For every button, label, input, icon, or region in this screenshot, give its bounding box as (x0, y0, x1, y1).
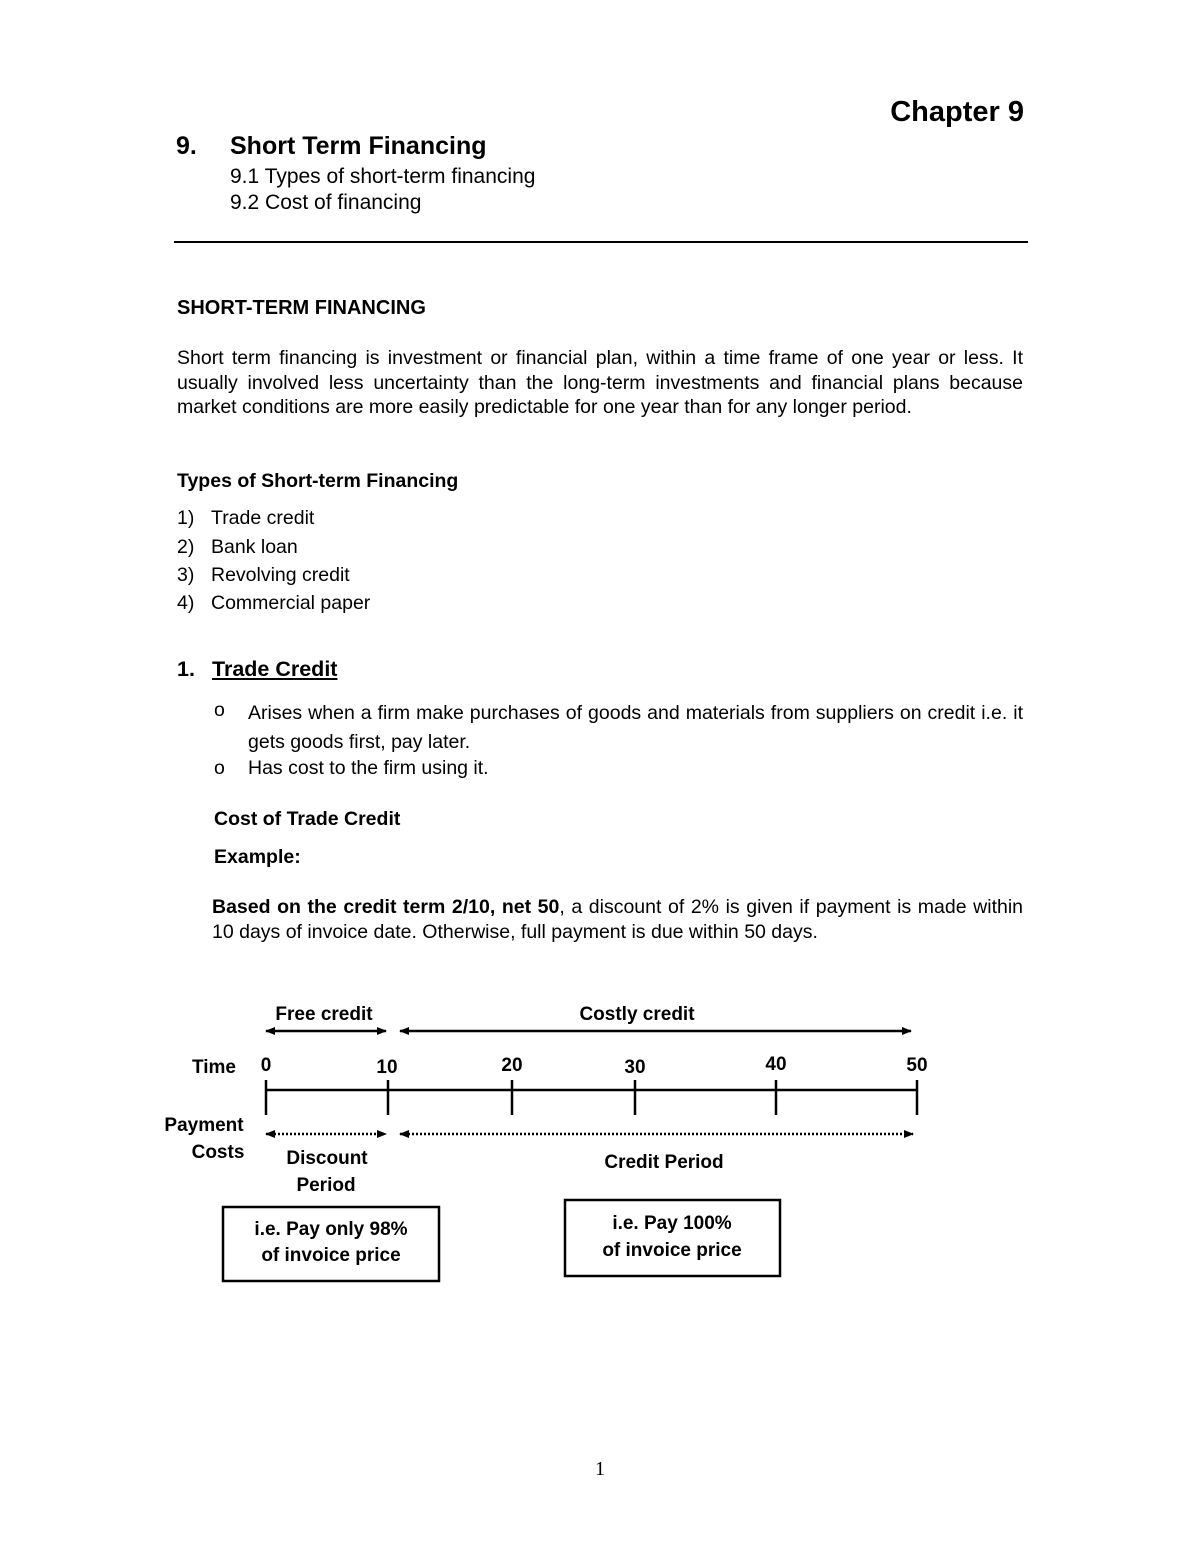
bullet-text: Arises when a firm make purchases of goods and materials from suppliers on credit i.e. it gets goods first, pay later. (248, 702, 1023, 753)
costs-label: Costs (191, 1142, 245, 1163)
list-number: 2) (177, 536, 195, 558)
discount-label: Discount (286, 1148, 368, 1169)
toc-item: 9.2 Cost of financing (230, 191, 422, 214)
tick-label: 40 (765, 1054, 787, 1075)
bullet-marker: o (214, 699, 225, 721)
example-text: , a discount of 2% is given if payment is made within 10 days of invoice date. Otherwise, full payment is due within 50 days. (212, 896, 1024, 943)
tick-label: 10 (376, 1057, 398, 1078)
tick-label: 50 (906, 1055, 928, 1076)
tick-label: 20 (501, 1055, 523, 1076)
short-term-heading: SHORT-TERM FINANCING (177, 297, 426, 319)
page-number: 1 (595, 1458, 605, 1480)
list-label: Revolving credit (211, 564, 350, 586)
tick-label: 30 (624, 1057, 646, 1078)
example-label: Example: (214, 846, 301, 868)
time-label: Time (191, 1057, 237, 1078)
bullet-text: Has cost to the firm using it. (248, 757, 489, 779)
box1-line2: of invoice price (261, 1245, 401, 1266)
list-number: 4) (177, 592, 195, 614)
trade-credit-title: Trade Credit (212, 657, 338, 681)
example-bold-text: Based on the credit term 2/10, net 50 (212, 896, 560, 918)
full-price-box (565, 1200, 780, 1276)
section-title: Short Term Financing (230, 132, 487, 160)
list-label: Bank loan (211, 536, 298, 558)
list-label: Commercial paper (211, 592, 371, 614)
toc-item: 9.1 Types of short-term financing (230, 165, 536, 188)
section-number: 9. (176, 132, 197, 160)
tick-label: 0 (260, 1055, 272, 1076)
chapter-label: Chapter 9 (890, 96, 1024, 128)
payment-label: Payment (164, 1115, 244, 1136)
cost-heading: Cost of Trade Credit (214, 808, 401, 830)
free-credit-label: Free credit (275, 1004, 373, 1025)
types-heading: Types of Short-term Financing (177, 470, 459, 492)
box2-line2: of invoice price (602, 1240, 742, 1261)
period-label: Period (296, 1175, 356, 1196)
intro-paragraph: Short term financing is investment or financial plan, within a time frame of one year or less. It usually involved less uncertainty than the long-term investments and financial plans because market conditions are more easily predictable for one year than for any longer period. (177, 347, 1023, 419)
trade-credit-number: 1. (177, 657, 195, 681)
list-number: 3) (177, 564, 195, 586)
box2-line1: i.e. Pay 100% (612, 1213, 732, 1234)
bullet-marker: o (214, 757, 225, 779)
list-number: 1) (177, 507, 195, 529)
list-label: Trade credit (211, 507, 315, 529)
credit-period-label: Credit Period (604, 1152, 724, 1173)
box1-line1: i.e. Pay only 98% (254, 1219, 408, 1240)
costly-credit-label: Costly credit (579, 1004, 695, 1025)
